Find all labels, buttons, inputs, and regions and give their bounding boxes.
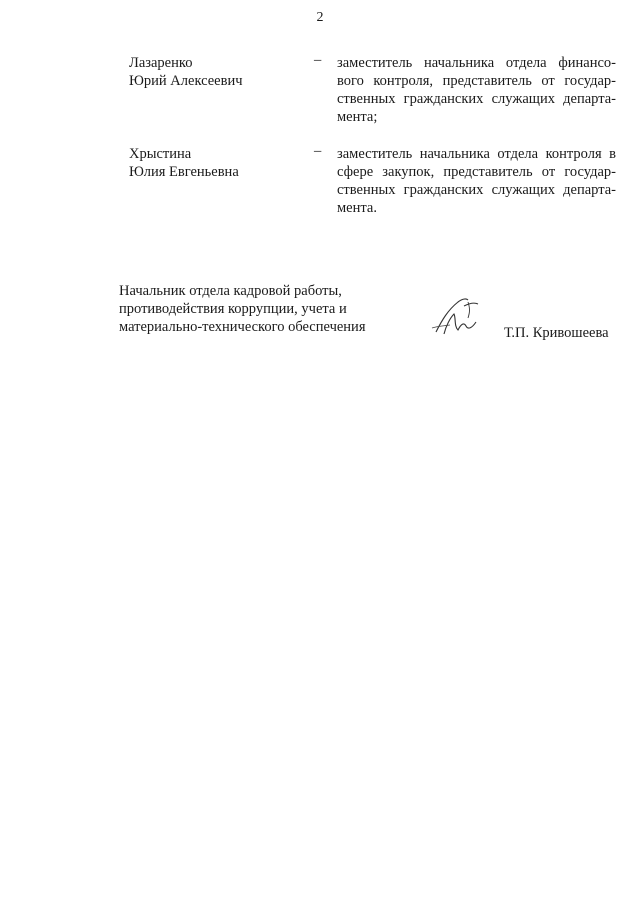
member-name (129, 145, 239, 181)
role-line: ственных гражданских служащих департа- (337, 182, 616, 198)
role-line: вого контроля, представитель от государ- (337, 73, 616, 89)
member-surname: Хрыстина (129, 146, 192, 162)
position-line: материально-технического обеспечения (119, 319, 366, 335)
position-line: противодействия коррупции, учета и (119, 301, 347, 317)
separator-dash: – (314, 143, 322, 159)
role-line: заместитель начальника отдела контроля в (337, 146, 616, 162)
member-surname: Лазаренко (129, 55, 193, 71)
member-given-names: Юлия Евгеньевна (129, 164, 239, 180)
role-line: мента. (337, 200, 377, 216)
signatory-position (119, 282, 366, 336)
signer-name: Т.П. Кривошеева (504, 325, 609, 341)
member-role (337, 54, 616, 126)
role-line: мента; (337, 109, 378, 125)
member-role (337, 145, 616, 217)
role-line: сфере закупок, представитель от государ- (337, 164, 616, 180)
position-line: Начальник отдела кадровой работы, (119, 283, 342, 299)
role-line: заместитель начальника отдела финансо- (337, 55, 616, 71)
separator-dash: – (314, 52, 322, 68)
page-number: 2 (316, 10, 324, 25)
role-line: ственных гражданских служащих департа- (337, 91, 616, 107)
member-given-names: Юрий Алексеевич (129, 73, 243, 89)
member-name (129, 54, 243, 90)
handwritten-signature (428, 292, 484, 342)
